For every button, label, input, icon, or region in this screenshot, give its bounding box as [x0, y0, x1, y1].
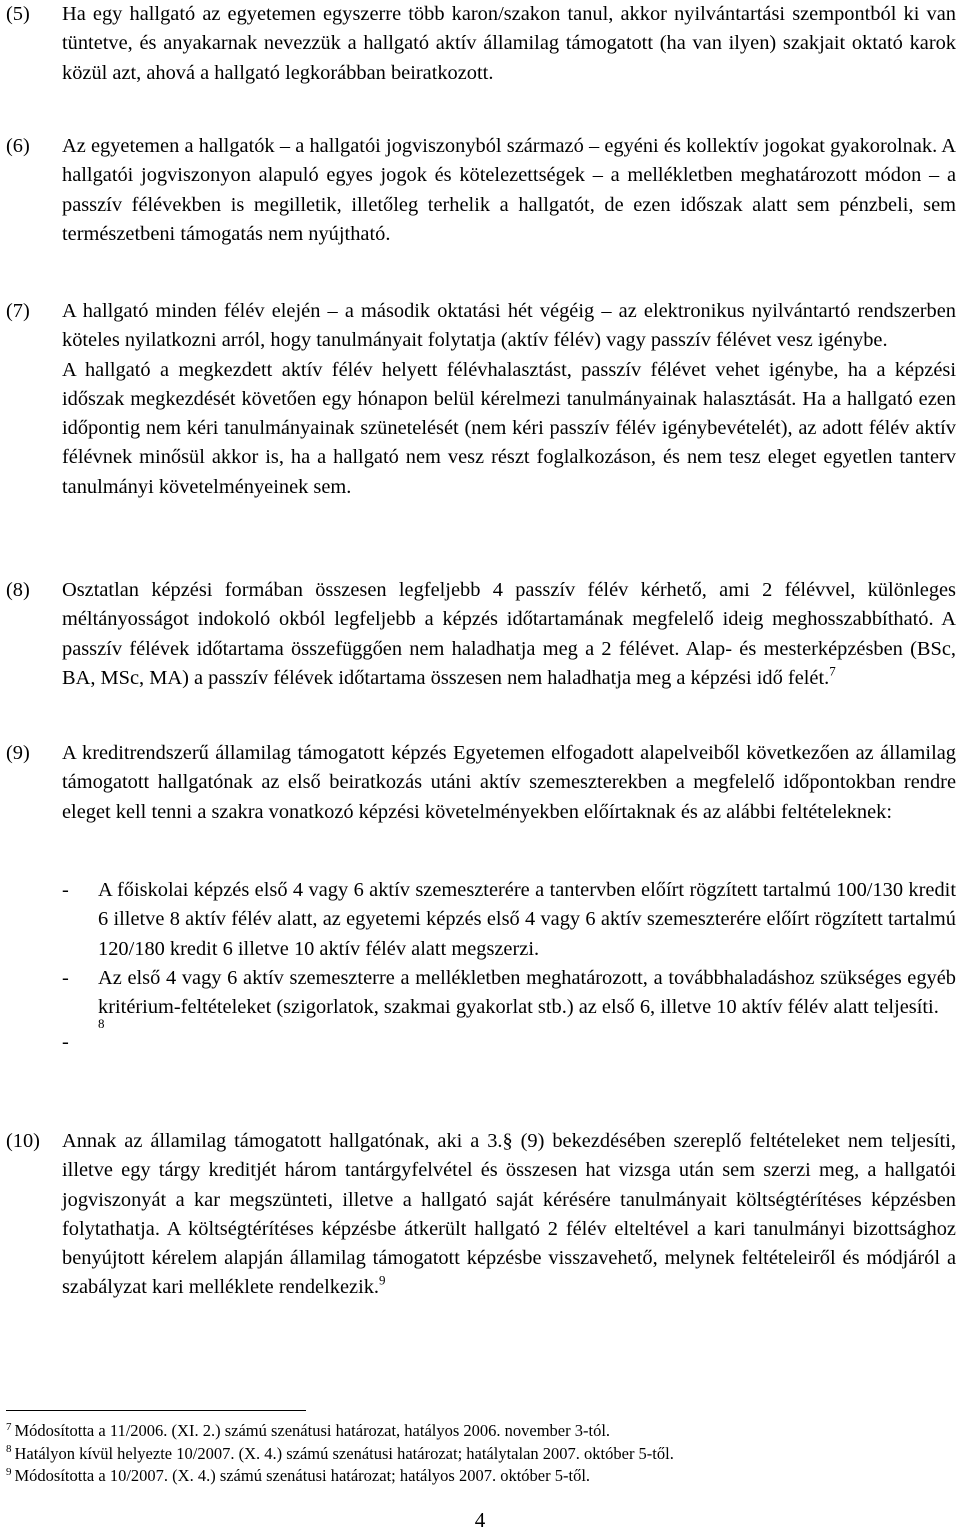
footnote-ref: 9: [379, 1273, 386, 1289]
paragraph-number: (7): [6, 300, 30, 322]
paragraph-number: (9): [6, 742, 30, 764]
paragraph-number: (6): [6, 135, 30, 157]
page-number: 4: [474, 1508, 486, 1532]
list-item: - $^8$: [62, 1016, 105, 1054]
paragraph-text: Annak az államilag támogatott hallgatónak, aki a 3.§ (9) bekezdésében szereplő feltételeket nem teljesíti, illetve egy tárgy kreditjét három tantárgyfelvétel és összesen hat vizsga után sem szerzi meg, a hallgatói jogviszonyát a kar megszünteti, illetve a hallgató saját kérésére tanulmányait költségtérítéses képzésben folytathatja. A költségtérítéses képzésbe átkerült hallgató 2 félév elteltével a kari tanulmányi bizottsághoz benyújtott kérelem alapján államilag támogatott képzésbe visszavehető, melynek feltételeiről és módjáról a szabályzat kari melléklete rendelkezik.$^9$: [62, 1130, 956, 1299]
paragraph-7: [6, 297, 956, 502]
footnote: $^8$ Hatályon kívül helyezte 10/2007. (X. 4.) számú szenátusi határozat; hatálytalan 2007. október 5-től.: [6, 1443, 674, 1463]
paragraph-6: [6, 132, 956, 249]
paragraph-text: A hallgató a megkezdett aktív félév helyett félévhalasztást, passzív félévet vehet igénybe, ha a képzési időszak megkezdését követően egy hónapon belül kérelmezi tanulmányainak halasztását. Ha a hallgató ezen időpontig nem kéri tanulmányainak szünetelését (nem kéri passzív félév igénybevételét), az adott félév aktív félévnek minősül akkor is, ha a hallgató nem vesz részt foglalkozáson, és nem tesz eleget egyetlen tanterv tanulmányi követelményeinek sem.: [62, 358, 956, 498]
paragraph-number: (10): [6, 1130, 40, 1152]
footnote-divider: [6, 1410, 306, 1411]
paragraph-text: A hallgató minden félév elején – a második oktatási hét végéig – az elektronikus nyilvántartó rendszerben köteles nyilatkozni arról, hogy tanulmányait folytatja (aktív félév) vagy passzív félévet vesz igénybe.: [62, 300, 956, 352]
footnotes: [6, 1420, 946, 1488]
list-item: - Az első 4 vagy 6 aktív szemeszterre a mellékletben meghatározott, a továbbhaladáshoz szükséges egyéb kritérium-feltételeket (szigorlatok, szakmai gyakorlat stb.) az első 6, illetve 10 aktív félév alatt teljesíti.: [62, 966, 956, 1019]
footnote: $^7$ Módosította a 11/2006. (XI. 2.) számú szenátusi határozat, hatályos 2006. november 3-tól.: [6, 1420, 611, 1440]
condition-list: [62, 876, 956, 1054]
paragraph-number: (5): [6, 3, 30, 25]
paragraph-8: [6, 576, 956, 693]
paragraph-text: Az egyetemen a hallgatók – a hallgatói jogviszonyból származó – egyéni és kollektív jogokat gyakorolnak. A hallgatói jogviszonyon alapuló egyes jogok és kötelezettségek – a mellékletben meghatározott módon – a passzív félévekben is megilletik, illetőleg terhelik a hallgatót, de ezen időszak alatt sem pénzbeli, sem természetbeni támogatás nem nyújtható.: [62, 135, 956, 245]
paragraph-10: [6, 1127, 956, 1303]
paragraph-9: [6, 739, 956, 827]
paragraph-5: [6, 0, 956, 88]
list-item: - A főiskolai képzés első 4 vagy 6 aktív szemeszterére a tantervben előírt rögzített tartalmú 100/130 kredit 6 illetve 8 aktív félév alatt, az egyetemi képzés első 4 vagy 6 aktív szemeszterére előírt rögzített tartalmú 120/180 kredit 6 illetve 10 aktív félév alatt megszerzi.: [62, 879, 956, 960]
paragraph-text: Osztatlan képzési formában összesen legfeljebb 4 passzív félév kérhető, ami 2 félévvel, különleges méltányosságot indokoló okból legfeljebb a képzés időtartamának megfelelő ideig meghosszabbítható. A passzív félévek időtartama összefüggően nem haladhatja meg a 2 félévet. Alap- és mesterképzésben (BSc, BA, MSc, MA) a passzív félévek időtartama összesen nem haladhatja meg a képzési idő felét.$^7$: [62, 579, 956, 689]
footnote: $^9$ Módosította a 10/2007. (X. 4.) számú szenátusi határozat; hatályos 2007. október 5-től.: [6, 1465, 591, 1485]
paragraph-number: (8): [6, 579, 30, 601]
paragraph-text: A kreditrendszerű államilag támogatott képzés Egyetemen elfogadott alapelveiből következően az államilag támogatott hallgatónak az első beiratkozás utáni aktív szemeszterekben a megfelelő időpontokban rendre eleget kell tenni a szakra vonatkozó képzési követelményekben előírtaknak és az alábbi feltételeknek:: [62, 742, 956, 823]
footnote-ref: 8: [98, 1016, 105, 1032]
footnote-ref: 7: [829, 663, 836, 679]
paragraph-text: Ha egy hallgató az egyetemen egyszerre több karon/szakon tanul, akkor nyilvántartási szempontból ki van tüntetve, és anyakarnak nevezzük a hallgató aktív államilag támogatott (ha van ilyen) szakjait oktató karok közül azt, ahová a hallgató legkorábban beiratkozott.: [62, 3, 956, 84]
